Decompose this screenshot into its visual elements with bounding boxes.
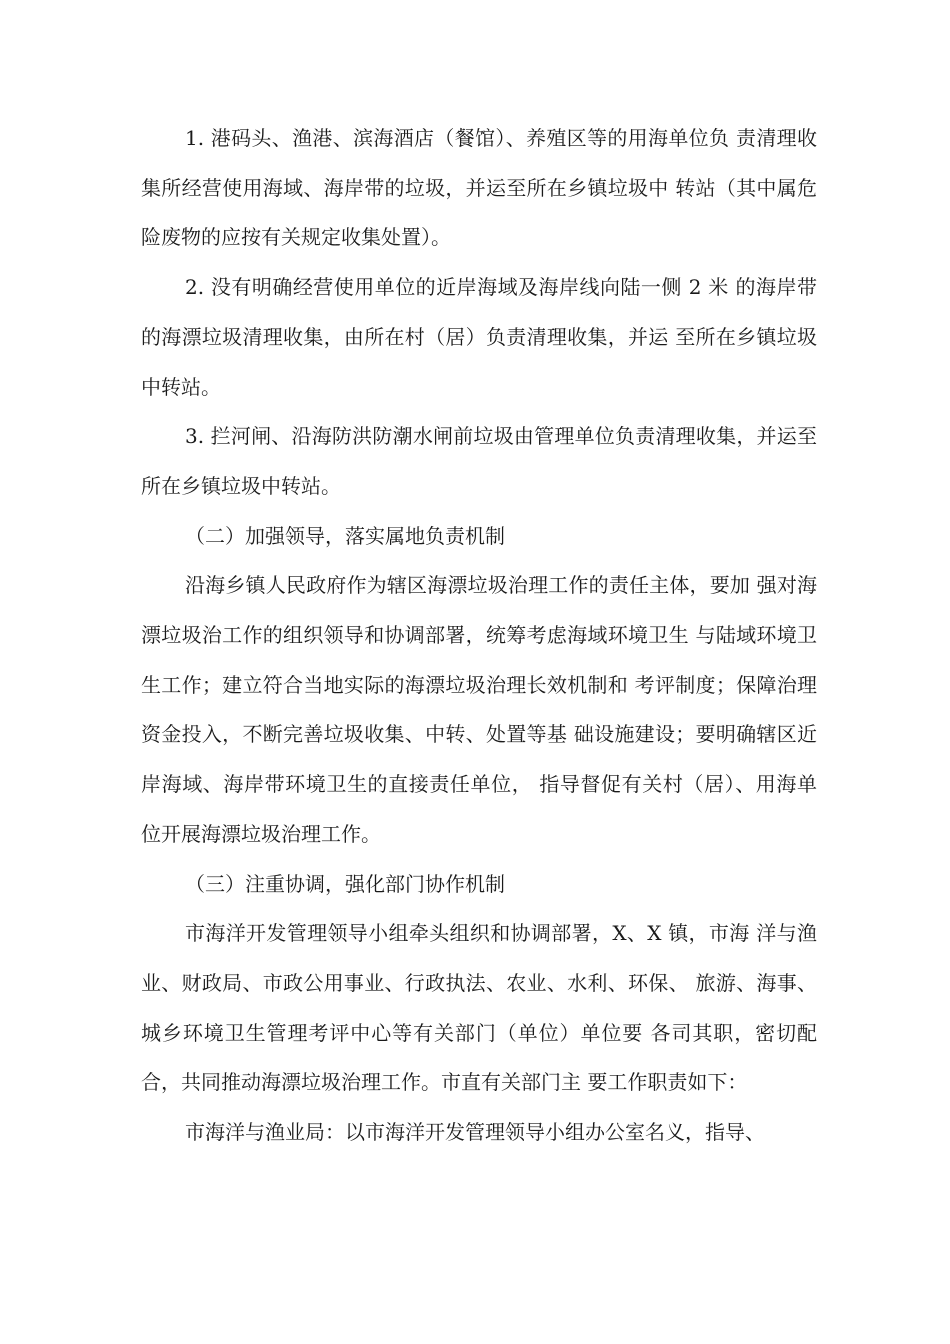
paragraph-department-coordination: 市海洋开发管理领导小组牵头组织和协调部署，X、X 镇，市海 洋与渔业、财政局、市政公用事业、行政执法、农业、水利、环保、 旅游、海事、城乡环境卫生管理考评中心等有关部门（单位）单位要 各司其职，密切配合，共同推动海漂垃圾治理工作。市直有关部门主 要工作职责如下：	[141, 921, 817, 1095]
section-heading-3: （三）注重协调，强化部门协作机制	[185, 871, 505, 896]
document-body	[141, 114, 817, 1158]
section-heading-2: （二）加强领导，落实属地负责机制	[185, 523, 505, 548]
paragraph-ocean-fishery-bureau: 市海洋与渔业局：以市海洋开发管理领导小组办公室名义，指导、	[185, 1120, 765, 1145]
paragraph-item-3: 3. 拦河闸、沿海防洪防潮水闸前垃圾由管理单位负责清理收集，并运至所在乡镇垃圾中转站。	[141, 424, 817, 498]
paragraph-item-1: 1. 港码头、渔港、滨海酒店（餐馆）、养殖区等的用海单位负 责清理收集所经营使用海域、海岸带的垃圾，并运至所在乡镇垃圾中 转站（其中属危险废物的应按有关规定收集处置）。	[141, 126, 817, 250]
paragraph-township-responsibility: 沿海乡镇人民政府作为辖区海漂垃圾治理工作的责任主体，要加 强对海漂垃圾治工作的组织领导和协调部署，统筹考虑海域环境卫生 与陆域环境卫生工作；建立符合当地实际的海漂垃圾治理长效机制和 考评制度；保障治理资金投入，不断完善垃圾收集、中转、处置等基 础设施建设；要明确辖区近岸海域、海岸带环境卫生的直接责任单位， 指导督促有关村（居）、用海单位开展海漂垃圾治理工作。	[141, 573, 817, 846]
paragraph-item-2: 2. 没有明确经营使用单位的近岸海域及海岸线向陆一侧 2 米 的海岸带的海漂垃圾清理收集，由所在村（居）负责清理收集，并运 至所在乡镇垃圾中转站。	[141, 275, 817, 399]
